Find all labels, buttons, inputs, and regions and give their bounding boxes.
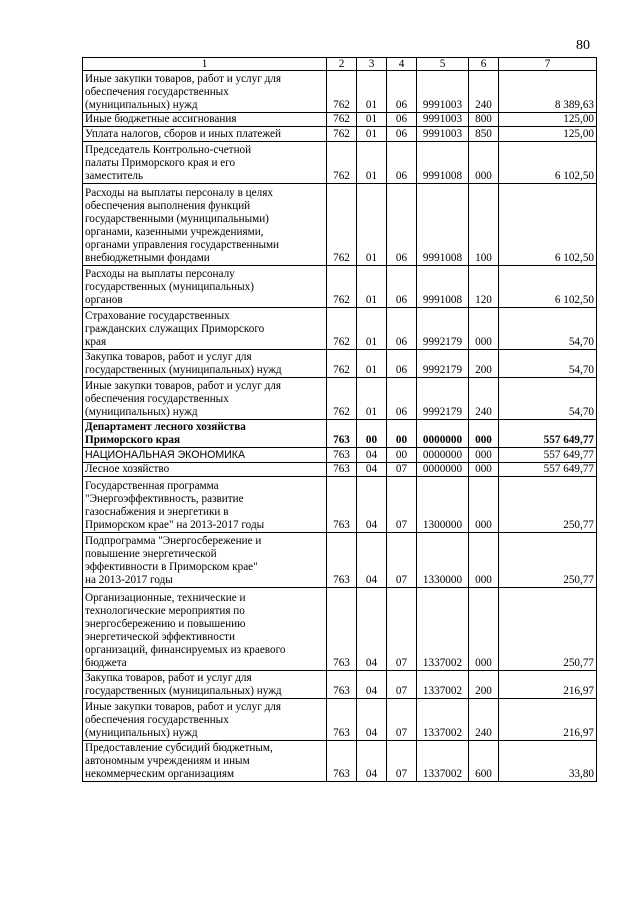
table-row [83,448,597,463]
code-cell: 763 [327,532,357,587]
code-cell: 763 [327,698,357,740]
row-name [83,127,327,142]
row-name-line: (муниципальных) нужд [85,726,198,739]
amount-cell: 125,00 [499,112,597,127]
code-cell: 1337002 [417,740,469,782]
row-name-line: организаций, финансируемых из краевого [85,643,286,656]
code-cell: 600 [469,740,499,782]
code-cell: 07 [387,477,417,532]
row-name-line: Уплата налогов, сборов и иных платежей [85,127,281,140]
code-cell: 01 [357,183,387,266]
code-cell: 06 [387,112,417,127]
code-cell: 04 [357,448,387,463]
amount-cell: 33,80 [499,740,597,782]
code-cell: 763 [327,740,357,782]
table-row [83,532,597,587]
code-cell: 762 [327,112,357,127]
code-cell: 04 [357,698,387,740]
amount-cell: 54,70 [499,378,597,420]
row-name-line: "Энергоэффективность, развитие [85,492,244,505]
row-name-line: государственных (муниципальных) нужд [85,684,282,697]
code-cell: 763 [327,419,357,447]
code-cell: 9991008 [417,141,469,183]
code-cell: 200 [469,349,499,377]
code-cell: 06 [387,349,417,377]
row-name-line: Предоставление субсидий бюджетным, [85,742,273,755]
row-name-line: обеспечения государственных [85,85,229,98]
code-cell: 06 [387,127,417,142]
code-cell: 000 [469,532,499,587]
code-cell: 00 [357,419,387,447]
code-cell: 0000000 [417,419,469,447]
amount-cell: 6 102,50 [499,141,597,183]
code-cell: 800 [469,112,499,127]
row-name-line: Департамент лесного хозяйства [85,421,246,434]
code-cell: 07 [387,698,417,740]
row-name [83,349,327,377]
code-cell: 07 [387,532,417,587]
code-cell: 240 [469,378,499,420]
code-cell: 000 [469,477,499,532]
code-cell: 762 [327,378,357,420]
column-header: 3 [357,58,387,71]
table-row [83,419,597,447]
code-cell: 01 [357,308,387,350]
row-name-line: Иные закупки товаров, работ и услуг для [85,72,282,85]
code-cell: 762 [327,308,357,350]
amount-cell: 54,70 [499,308,597,350]
table-row [83,71,597,113]
table-row [83,349,597,377]
code-cell: 06 [387,71,417,113]
code-cell: 9992179 [417,378,469,420]
row-name [83,670,327,698]
row-name-line: Организационные, технические и [85,591,246,604]
row-name-line: обеспечения государственных [85,392,229,405]
table-row [83,462,597,477]
row-name-line: некоммерческим организациям [85,768,235,781]
row-name [83,448,327,463]
row-name [83,462,327,477]
code-cell: 762 [327,266,357,308]
row-name-line: Иные бюджетные ассигнования [85,113,237,126]
code-cell: 07 [387,670,417,698]
row-name [83,477,327,532]
code-cell: 1330000 [417,532,469,587]
code-cell: 04 [357,532,387,587]
amount-cell: 557 649,77 [499,462,597,477]
row-name-line: органами, казенными учреждениями, [85,226,264,239]
code-cell: 01 [357,141,387,183]
code-cell: 06 [387,378,417,420]
code-cell: 200 [469,670,499,698]
row-name [83,532,327,587]
row-name-line: энергосбережению и повышению [85,617,246,630]
amount-cell: 557 649,77 [499,448,597,463]
row-name-line: бюджета [85,656,127,669]
code-cell: 07 [387,462,417,477]
row-name [83,112,327,127]
table-row [83,698,597,740]
row-name-line: (муниципальных) нужд [85,98,198,111]
code-cell: 07 [387,740,417,782]
row-name [83,378,327,420]
row-name-line: технологические мероприятия по [85,604,245,617]
code-cell: 04 [357,588,387,671]
code-cell: 07 [387,588,417,671]
code-cell: 00 [387,448,417,463]
amount-cell: 6 102,50 [499,266,597,308]
code-cell: 000 [469,448,499,463]
table-row [83,266,597,308]
row-name-line: Иные закупки товаров, работ и услуг для [85,379,282,392]
row-name [83,419,327,447]
code-cell: 762 [327,349,357,377]
row-name-line: палаты Приморского края и его [85,156,236,169]
code-cell: 06 [387,183,417,266]
row-name [83,588,327,671]
code-cell: 1337002 [417,670,469,698]
row-name-line: Закупка товаров, работ и услуг для [85,351,252,364]
row-name-line: Государственная программа [85,479,219,492]
row-name-line: энергетической эффективности [85,630,235,643]
code-cell: 01 [357,378,387,420]
row-name-line: (муниципальных) нужд [85,405,198,418]
code-cell: 763 [327,670,357,698]
code-cell: 01 [357,127,387,142]
code-cell: 240 [469,698,499,740]
code-cell: 04 [357,462,387,477]
code-cell: 1337002 [417,588,469,671]
code-cell: 04 [357,477,387,532]
row-name-line: государственными (муниципальными) [85,213,269,226]
amount-cell: 250,77 [499,532,597,587]
code-cell: 762 [327,71,357,113]
row-name [83,308,327,350]
code-cell: 01 [357,266,387,308]
code-cell: 00 [387,419,417,447]
code-cell: 000 [469,462,499,477]
amount-cell: 8 389,63 [499,71,597,113]
code-cell: 0000000 [417,462,469,477]
code-cell: 04 [357,670,387,698]
code-cell: 850 [469,127,499,142]
row-name-line: органами управления государственными [85,239,280,252]
row-name-line: Лесное хозяйство [85,463,170,476]
column-header: 6 [469,58,499,71]
row-name-line: газоснабжения и энергетики в [85,505,229,518]
table-row [83,588,597,671]
row-name-line: повышение энергетической [85,548,217,561]
row-name [83,183,327,266]
code-cell: 240 [469,71,499,113]
column-header: 5 [417,58,469,71]
table-row [83,183,597,266]
code-cell: 000 [469,588,499,671]
code-cell: 06 [387,266,417,308]
code-cell: 9992179 [417,349,469,377]
code-cell: 1300000 [417,477,469,532]
row-name-line: обеспечения выполнения функций [85,200,251,213]
row-name-line: Председатель Контрольно-счетной [85,143,252,156]
table-row [83,112,597,127]
table-header-row [83,58,597,71]
row-name-line: органов [85,294,123,307]
table-row [83,477,597,532]
code-cell: 1337002 [417,698,469,740]
code-cell: 9991003 [417,112,469,127]
row-name-line: края [85,335,107,348]
code-cell: 763 [327,588,357,671]
column-header: 2 [327,58,357,71]
column-header: 4 [387,58,417,71]
row-name-line: Подпрограмма "Энергосбережение и [85,535,262,548]
row-name-line: Страхование государственных [85,309,230,322]
code-cell: 9991008 [417,183,469,266]
code-cell: 000 [469,141,499,183]
row-name [83,141,327,183]
amount-cell: 216,97 [499,670,597,698]
table-row [83,127,597,142]
page-number: 80 [576,38,590,53]
row-name-line: НАЦИОНАЛЬНАЯ ЭКОНОМИКА [85,448,246,461]
row-name-line: эффективности в Приморском крае" [85,561,258,574]
row-name [83,740,327,782]
row-name-line: Закупка товаров, работ и услуг для [85,671,252,684]
amount-cell: 216,97 [499,698,597,740]
amount-cell: 557 649,77 [499,419,597,447]
code-cell: 9991003 [417,71,469,113]
row-name-line: государственных (муниципальных) [85,281,254,294]
row-name-line: Расходы на выплаты персоналу [85,268,235,281]
code-cell: 06 [387,308,417,350]
code-cell: 000 [469,308,499,350]
budget-table [82,57,597,782]
row-name [83,698,327,740]
table-row [83,141,597,183]
row-name-line: Расходы на выплаты персоналу в целях [85,187,273,200]
table-row [83,670,597,698]
code-cell: 762 [327,141,357,183]
amount-cell: 250,77 [499,477,597,532]
code-cell: 04 [357,740,387,782]
row-name [83,266,327,308]
amount-cell: 250,77 [499,588,597,671]
code-cell: 763 [327,462,357,477]
column-header: 7 [499,58,597,71]
code-cell: 120 [469,266,499,308]
code-cell: 762 [327,127,357,142]
code-cell: 01 [357,112,387,127]
code-cell: 100 [469,183,499,266]
table-row [83,740,597,782]
amount-cell: 125,00 [499,127,597,142]
row-name-line: гражданских служащих Приморского [85,322,265,335]
code-cell: 9991003 [417,127,469,142]
code-cell: 01 [357,349,387,377]
row-name-line: Приморского края [85,434,181,447]
table-row [83,308,597,350]
row-name-line: государственных (муниципальных) нужд [85,364,282,377]
amount-cell: 6 102,50 [499,183,597,266]
code-cell: 763 [327,477,357,532]
code-cell: 06 [387,141,417,183]
row-name-line: Иные закупки товаров, работ и услуг для [85,700,282,713]
code-cell: 762 [327,183,357,266]
code-cell: 0000000 [417,448,469,463]
row-name-line: автономным учреждениям и иным [85,755,250,768]
column-header: 1 [83,58,327,71]
row-name-line: внебюджетными фондами [85,252,210,265]
row-name-line: заместитель [85,169,144,182]
code-cell: 9991008 [417,266,469,308]
code-cell: 9992179 [417,308,469,350]
amount-cell: 54,70 [499,349,597,377]
table-row [83,378,597,420]
row-name-line: обеспечения государственных [85,713,229,726]
code-cell: 01 [357,71,387,113]
row-name-line: Приморском крае" на 2013-2017 годы [85,518,265,531]
code-cell: 763 [327,448,357,463]
code-cell: 000 [469,419,499,447]
row-name [83,71,327,113]
row-name-line: на 2013-2017 годы [85,574,173,587]
